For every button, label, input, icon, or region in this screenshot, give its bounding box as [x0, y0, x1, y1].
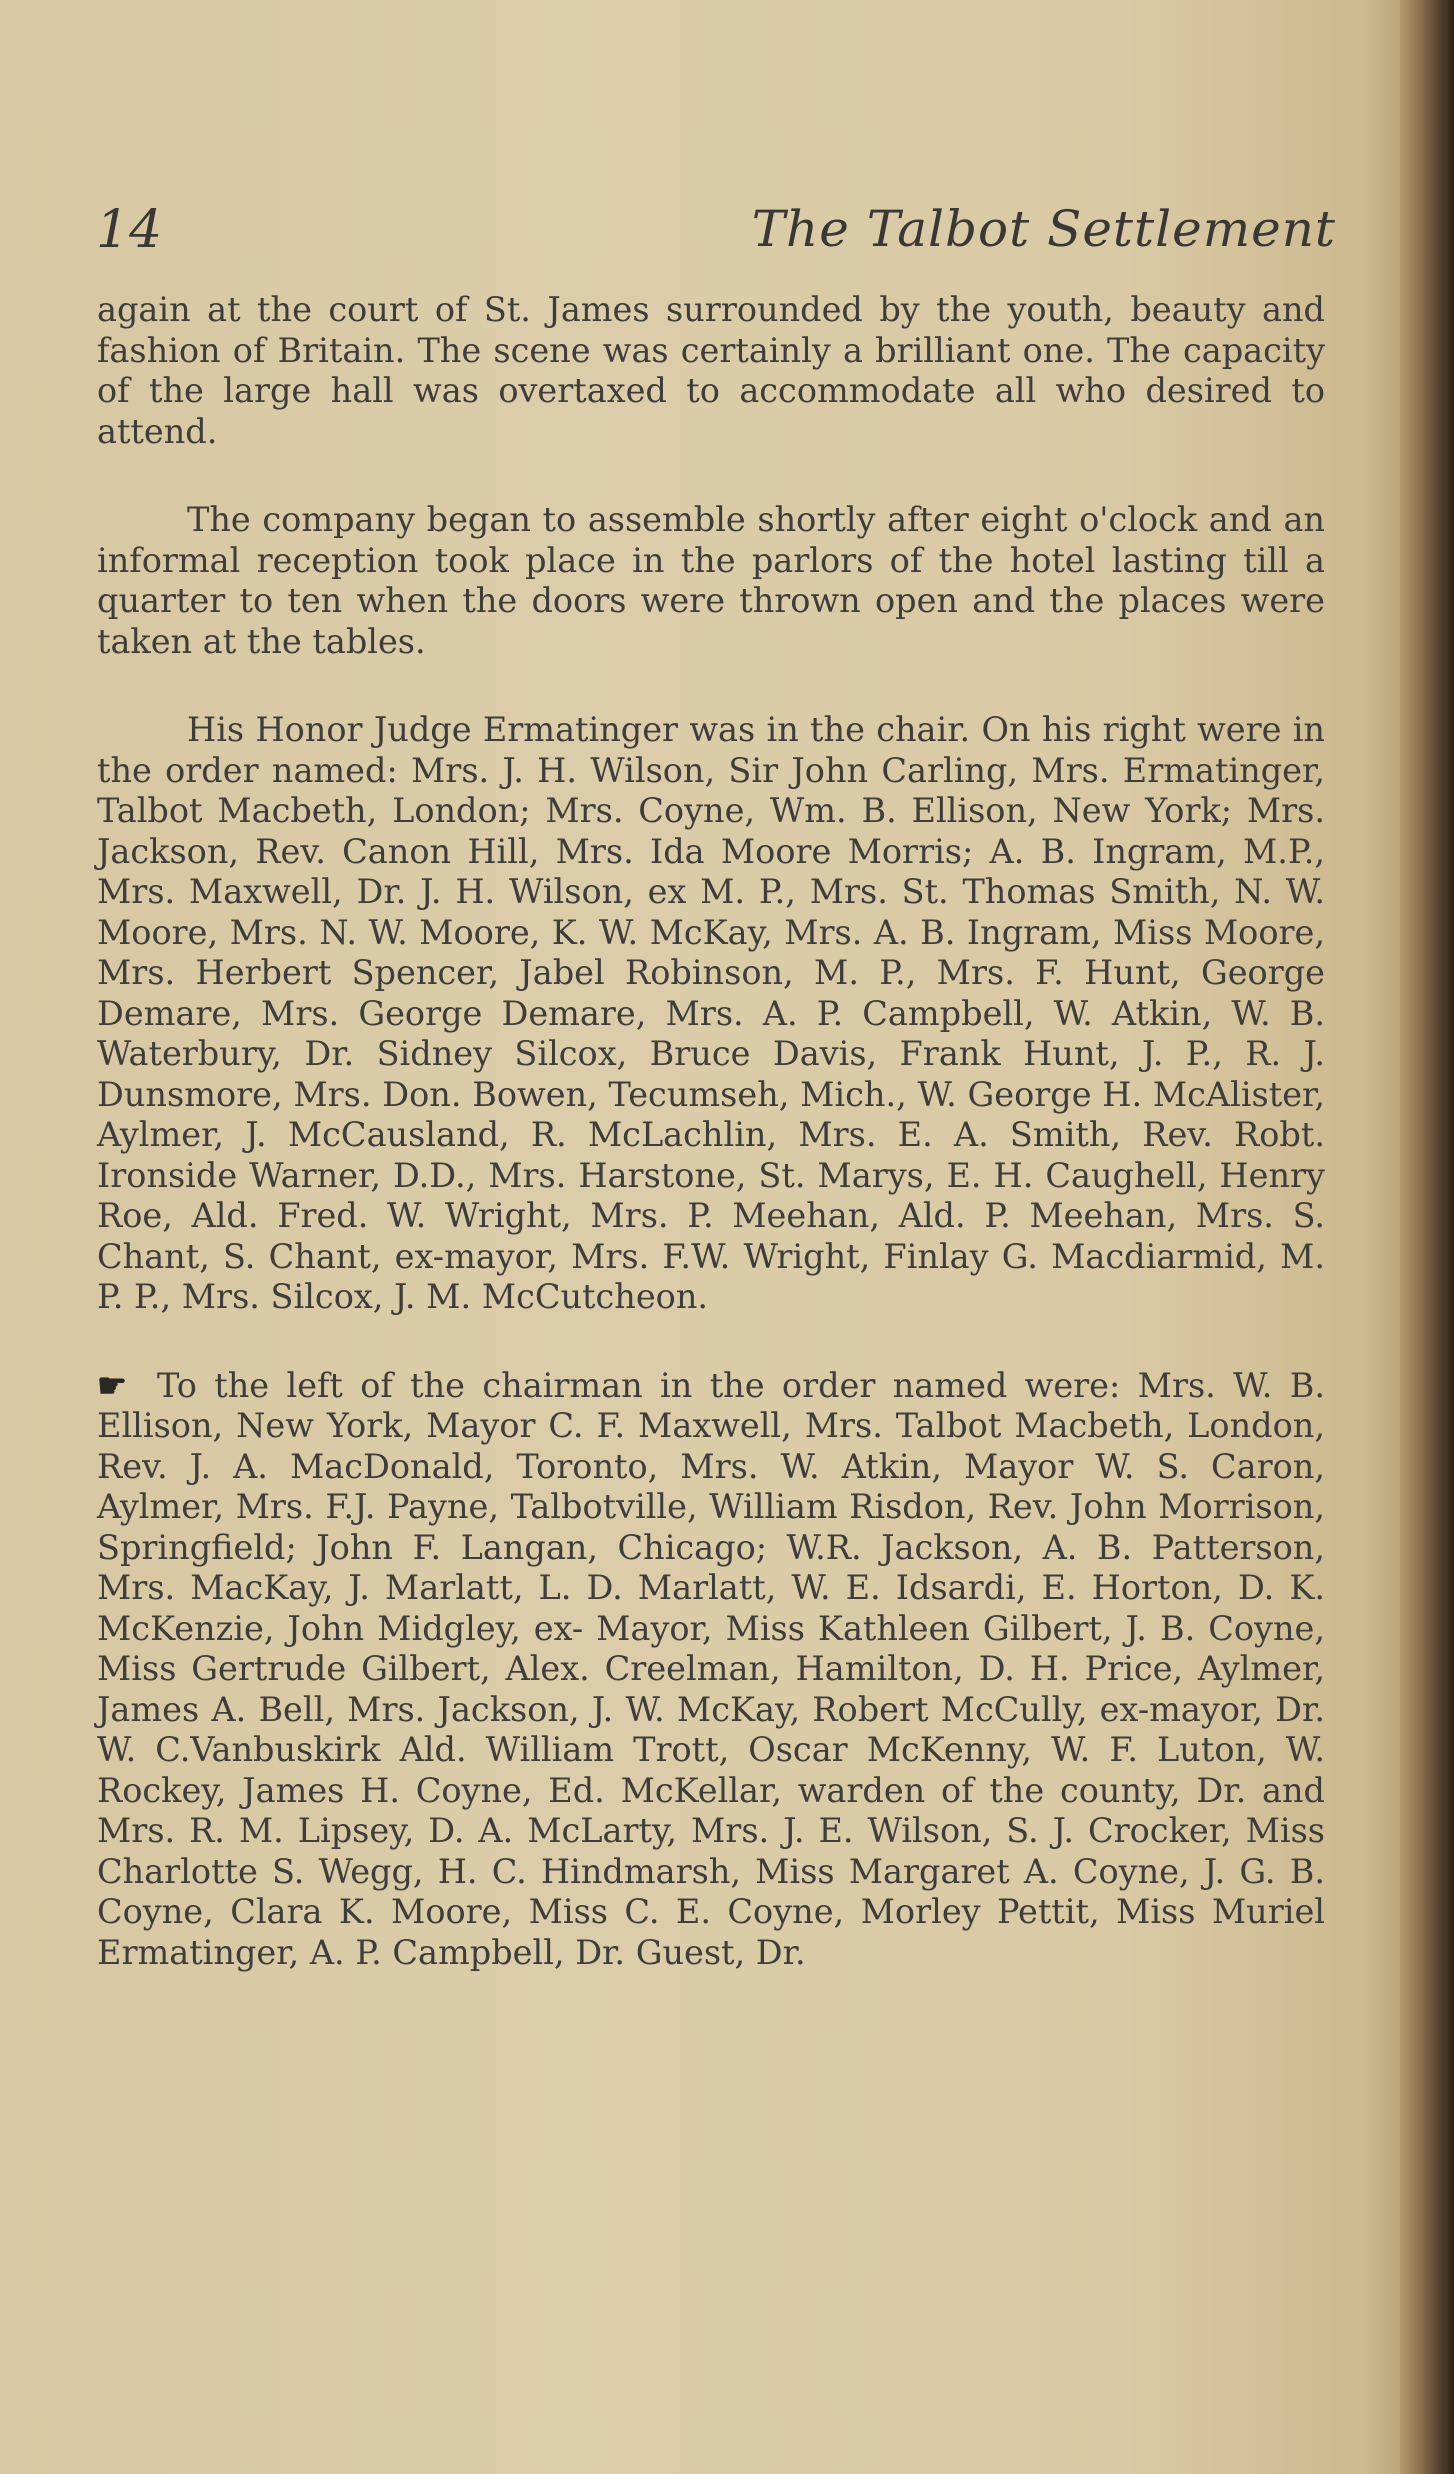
page-number: 14	[96, 200, 163, 260]
pointing-hand-mark-icon: ☛	[97, 1365, 124, 1405]
paragraph-4	[97, 1366, 1325, 1974]
book-spine-edge	[1400, 0, 1454, 2474]
running-title: The Talbot Settlement	[751, 200, 1336, 258]
paragraph-4-text: To the left of the chairman in the order named were: Mrs. W. B. Ellison, New York, Mayor C. F. Maxwell, Mrs. Talbot Macbeth, London, Rev. J. A. MacDonald, Toronto, Mrs. W. Atkin, Mayor W. S. Caron, Aylmer, Mrs. F.J. Payne, Talbotville, William Risdon, Rev. John Morrison, Springfield; John F. Langan, Chicago; W.R. Jackson, A. B. Patterson, Mrs. MacKay, J. Marlatt, L. D. Marlatt, W. E. Idsardi, E. Horton, D. K. McKenzie, John Midgley, ex- Mayor, Miss Kathleen Gilbert, J. B. Coyne, Miss Gertrude Gilbert, Alex. Creelman, Hamilton, D. H. Price, Aylmer, James A. Bell, Mrs. Jackson, J. W. McKay, Robert McCully, ex-mayor, Dr. W. C.Vanbuskirk Ald. William Trott, Oscar McKenny, W. F. Luton, W. Rockey, James H. Coyne, Ed. McKellar, warden of the county, Dr. and Mrs. R. M. Lipsey, D. A. McLarty, Mrs. J. E. Wilson, S. J. Crocker, Miss Charlotte S. Wegg, H. C. Hindmarsh, Miss Margaret A. Coyne, J. G. B. Coyne, Clara K. Moore, Miss C. E. Coyne, Morley Pettit, Miss Muriel Ermatinger, A. P. Campbell, Dr. Guest, Dr.	[97, 1365, 1325, 1972]
page-header	[96, 200, 1336, 280]
body-text	[97, 290, 1325, 1973]
paragraph-2: The company began to assemble shortly after eight o'clock and an informal reception took place in the parlors of the hotel lasting till a quarter to ten when the doors were thrown open and the places were taken at the tables.	[97, 500, 1325, 661]
paragraph-3: His Honor Judge Ermatinger was in the chair. On his right were in the order named: Mrs. J. H. Wilson, Sir John Carling, Mrs. Ermatinger, Talbot Macbeth, London; Mrs. Coyne, Wm. B. Ellison, New York; Mrs. Jackson, Rev. Canon Hill, Mrs. Ida Moore Morris; A. B. Ingram, M.P., Mrs. Maxwell, Dr. J. H. Wilson, ex M. P., Mrs. St. Thomas Smith, N. W. Moore, Mrs. N. W. Moore, K. W. McKay, Mrs. A. B. Ingram, Miss Moore, Mrs. Herbert Spencer, Jabel Robinson, M. P., Mrs. F. Hunt, George Demare, Mrs. George Demare, Mrs. A. P. Campbell, W. Atkin, W. B. Waterbury, Dr. Sidney Silcox, Bruce Davis, Frank Hunt, J. P., R. J. Dunsmore, Mrs. Don. Bowen, Tecumseh, Mich., W. George H. McAlister, Aylmer, J. McCausland, R. McLachlin, Mrs. E. A. Smith, Rev. Robt. Ironside Warner, D.D., Mrs. Harstone, St. Marys, E. H. Caughell, Henry Roe, Ald. Fred. W. Wright, Mrs. P. Meehan, Ald. P. Meehan, Mrs. S. Chant, S. Chant, ex-mayor, Mrs. F.W. Wright, Finlay G. Macdiarmid, M. P. P., Mrs. Silcox, J. M. McCutcheon.	[97, 710, 1325, 1316]
paragraph-1: again at the court of St. James surrounded by the youth, beauty and fashion of Britain. The scene was certainly a brilliant one. The capacity of the large hall was overtaxed to accommodate all who desired to attend.	[97, 290, 1325, 451]
